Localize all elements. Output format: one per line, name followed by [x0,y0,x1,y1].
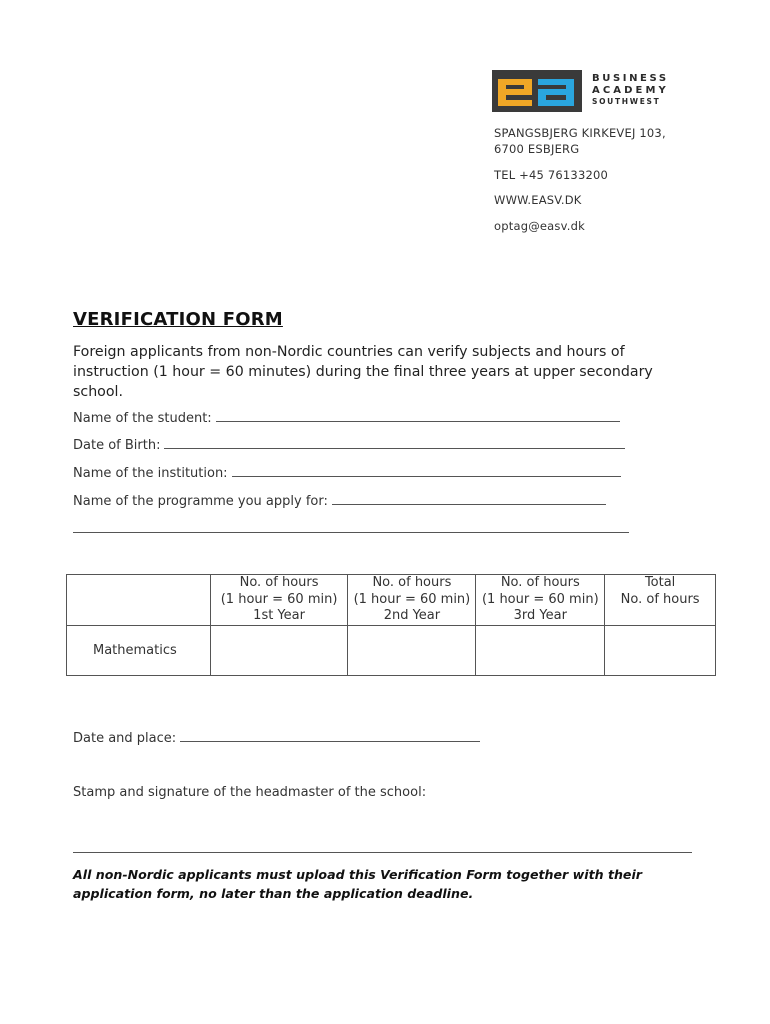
ea-logo-mark [492,70,582,112]
header-text: No. of hours [372,575,452,590]
student-name-line[interactable] [216,410,620,422]
table-row [67,625,716,675]
hours-total-input[interactable] [605,625,716,675]
logo-line-southwest: SOUTHWEST [592,97,661,106]
dob-label: Date of Birth: [73,438,161,453]
date-place-field [73,730,480,746]
academy-logo [492,70,674,112]
programme-label: Name of the programme you apply for: [73,494,328,509]
header-text: Total [644,575,676,590]
signature-line[interactable] [73,852,692,853]
address-website[interactable]: WWW.EASV.DK [494,193,582,207]
institution-line[interactable] [232,465,621,477]
address-email[interactable]: optag@easv.dk [494,219,585,233]
form-title: VERIFICATION FORM [73,309,283,330]
date-place-label: Date and place: [73,731,177,746]
subject-cell: Mathematics [67,625,211,675]
logo-wordmark [592,73,669,108]
hours-year1-input[interactable] [210,625,348,675]
header-text: (1 hour = 60 min) [353,591,471,607]
table-header-cell [605,575,716,626]
address-phone: TEL +45 76133200 [494,168,609,182]
header-text: 2nd Year [383,608,441,623]
programme-continuation-line[interactable] [73,532,629,533]
header-text: 1st Year [253,608,305,623]
date-place-line[interactable] [180,730,480,742]
table-header-row [67,575,716,626]
header-text: 3rd Year [513,608,567,623]
header-text: (1 hour = 60 min) [220,591,338,607]
header-text: No. of hours [620,591,700,607]
logo-line-academy: ACADEMY [592,84,669,96]
upload-notice: All non-Nordic applicants must upload this Verification Form together with their application form, no later than the application deadline. [73,867,643,901]
dob-field [73,437,625,453]
stamp-signature-label: Stamp and signature of the headmaster of the school: [73,785,427,800]
logo-line-business: BUSINESS [592,73,669,84]
address-street: SPANGSBJERG KIRKEVEJ 103, [494,126,666,140]
institution-label: Name of the institution: [73,466,228,481]
hours-year2-input[interactable] [348,625,476,675]
student-name-field [73,410,620,426]
hours-year3-input[interactable] [476,625,605,675]
header-text: No. of hours [500,575,580,590]
hours-table [66,574,716,676]
table-header-cell [67,575,211,626]
student-name-label: Name of the student: [73,411,212,426]
header-text: (1 hour = 60 min) [481,591,599,607]
programme-line[interactable] [332,493,606,505]
programme-field [73,493,606,509]
table-header-cell [348,575,476,626]
institution-field [73,465,621,481]
header-text: No. of hours [239,575,319,590]
address-city: 6700 ESBJERG [494,142,580,156]
table-header-cell [476,575,605,626]
dob-line[interactable] [164,437,625,449]
form-intro: Foreign applicants from non-Nordic countries can verify subjects and hours of instruction (1 hour = 60 minutes) during the final three years at upper secondary school. [73,344,653,400]
table-header-cell [210,575,348,626]
